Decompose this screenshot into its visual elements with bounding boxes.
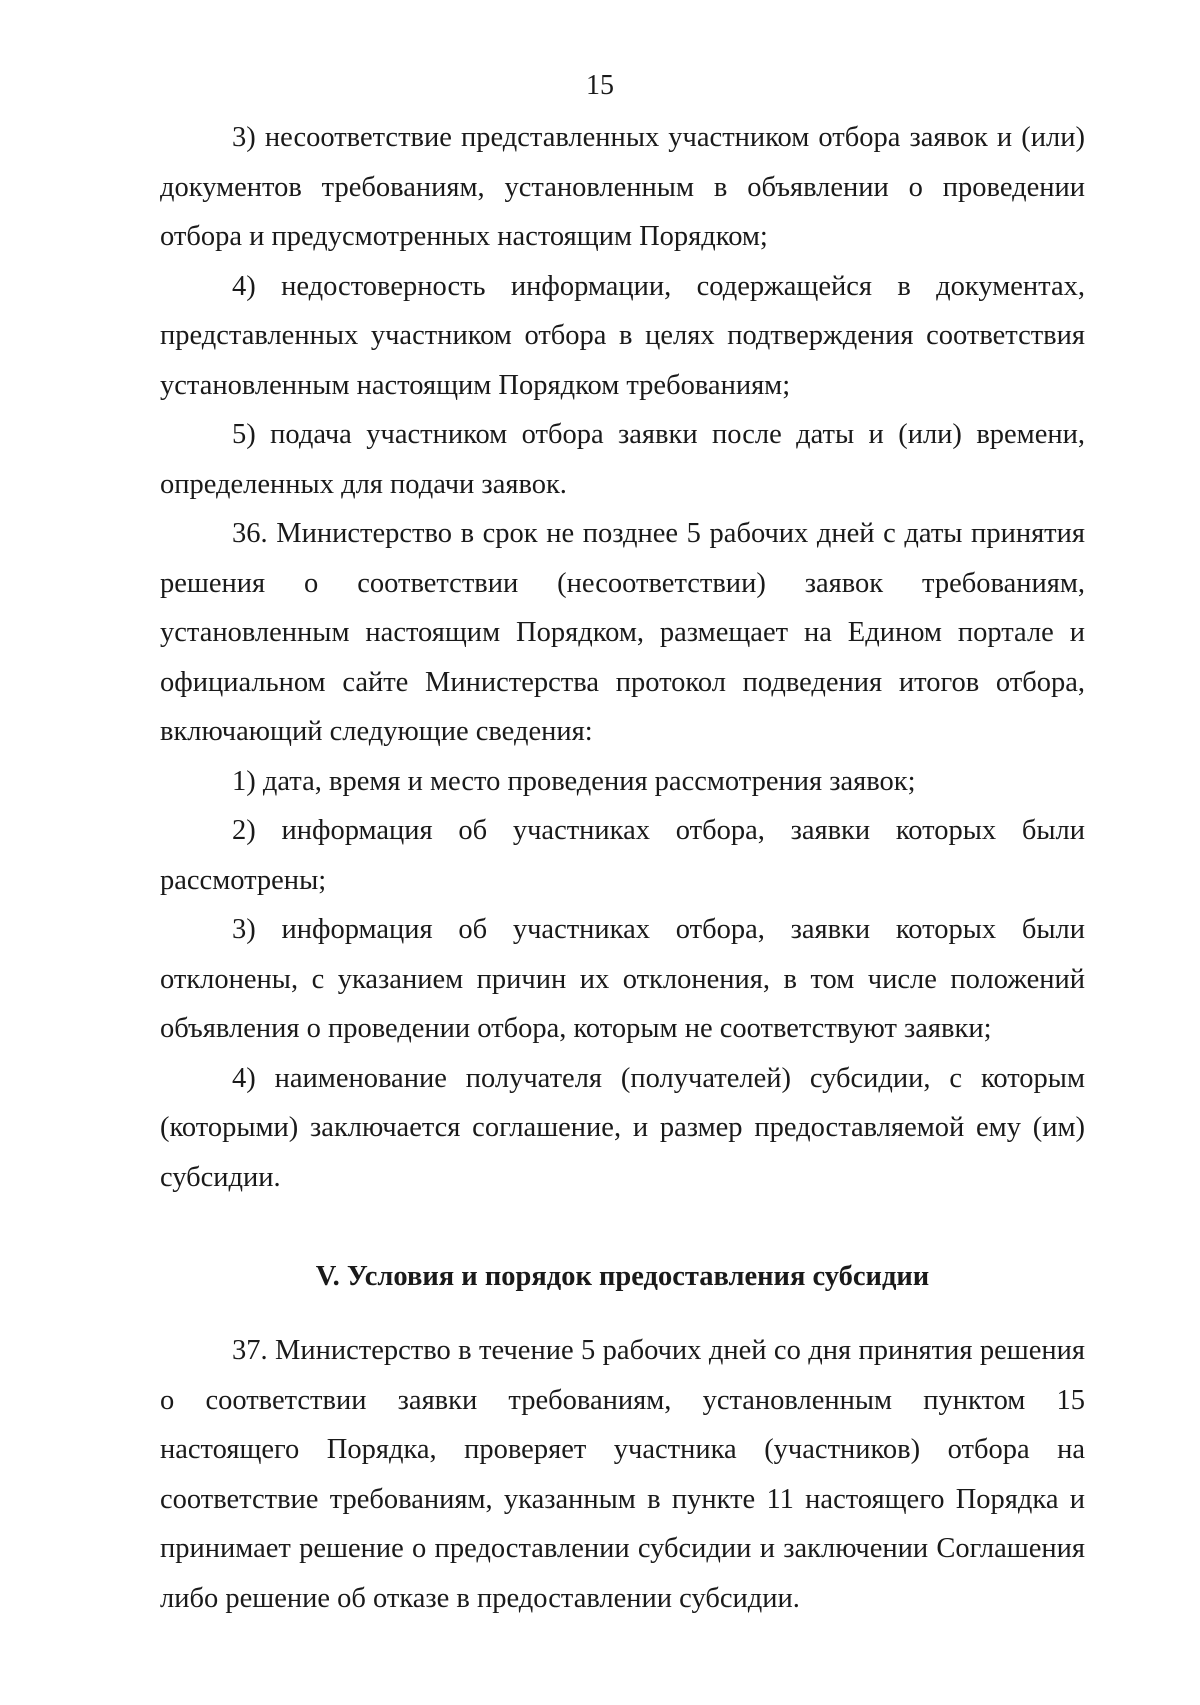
paragraph-item-4: 4) недостоверность информации, содержащейся в документах, представленных участником отбора в целях подтверждения соответствия установленным настоящим Порядком требованиям; bbox=[160, 270, 1085, 401]
paragraph-list-item-1: 1) дата, время и место проведения рассмотрения заявок; bbox=[232, 765, 916, 797]
section-heading: V. Условия и порядок предоставления субсидии bbox=[315, 1260, 930, 1292]
paragraph-list-item-4: 4) наименование получателя (получателей) субсидии, с которым (которыми) заключается соглашение, и размер предоставляемой ему (им) субсидии. bbox=[160, 1062, 1085, 1193]
paragraph-clause-37: 37. Министерство в течение 5 рабочих дней со дня принятия решения о соответствии заявки требованиям, установленным пунктом 15 настоящего Порядка, проверяет участника (участников) отбора на соответствие требованиям, указанным в пункте 11 настоящего Порядка и принимает решение о предоставлении субсидии и заключении Соглашения либо решение об отказе в предоставлении субсидии. bbox=[160, 1335, 1085, 1614]
paragraph-item-3: 3) несоответствие представленных участником отбора заявок и (или) документов требованиям, установленным в объявлении о проведении отбора и предусмотренных настоящим Порядком; bbox=[160, 122, 1085, 252]
page-number: 15 bbox=[586, 70, 614, 101]
document-body bbox=[160, 113, 1085, 1623]
paragraph-clause-36: 36. Министерство в срок не позднее 5 рабочих дней с даты принятия решения о соответствии (несоответствии) заявок требованиям, установленным настоящим Порядком, размещает на Едином портале и официальном сайте Министерства протокол подведения итогов отбора, включающий следующие сведения: bbox=[160, 518, 1085, 747]
paragraph-list-item-3: 3) информация об участниках отбора, заявки которых были отклонены, с указанием причин их отклонения, в том числе положений объявления о проведении отбора, которым не соответствуют заявки; bbox=[160, 914, 1085, 1044]
paragraph-list-item-2: 2) информация об участниках отбора, заявки которых были рассмотрены; bbox=[160, 815, 1085, 896]
paragraph-item-5: 5) подача участником отбора заявки после даты и (или) времени, определенных для подачи заявок. bbox=[160, 419, 1085, 500]
